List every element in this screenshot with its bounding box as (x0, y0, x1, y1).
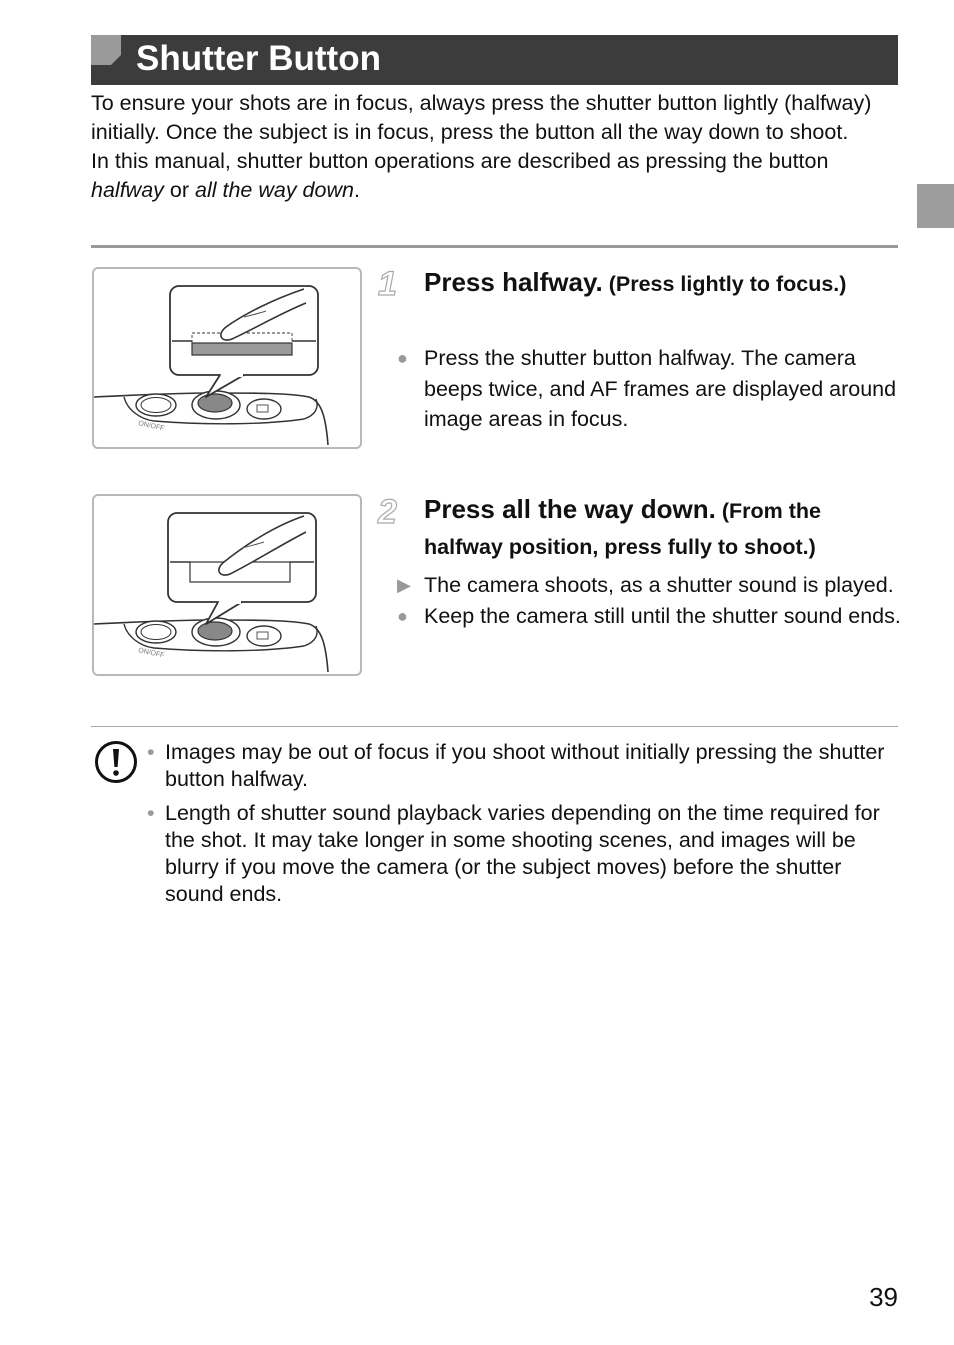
step-2-illustration (92, 494, 362, 676)
note-bullet: • (147, 740, 155, 764)
step-1-bullets (397, 343, 902, 435)
intro-emphasis-all-the-way-down: all the way down (194, 178, 354, 202)
step-2-number: 2 (378, 493, 397, 531)
page-title: Shutter Button (136, 39, 381, 78)
step-2-title: Press all the way down. (424, 494, 716, 524)
step-1-subtitle: (Press lightly to focus.) (602, 272, 847, 296)
onoff-label: ON/OFF (137, 647, 165, 660)
intro-paragraph-1: To ensure your shots are in focus, always press the shutter button lightly (halfway) initially. Once the subject is in focus, press the button all the way down to shoot. (91, 91, 872, 144)
step-1-number: 1 (378, 265, 397, 303)
step-1-title: Press halfway. (424, 267, 603, 297)
list-item (397, 570, 902, 601)
bullet-text: Press the shutter button halfway. The camera beeps twice, and AF frames are displayed around image areas in focus. (424, 346, 897, 431)
bullet-circle-icon: ● (397, 348, 408, 368)
note-text: Length of shutter sound playback varies depending on the time required for the shot. It may take longer in some shooting scenes, and images will be blurry if you move the camera (or the subject moves) before the shutter sound ends. (165, 801, 880, 906)
caution-notes (147, 739, 897, 915)
note-bullet: • (147, 801, 155, 825)
section-divider (91, 245, 898, 248)
notes-divider (91, 726, 898, 727)
step-2-heading (424, 491, 904, 565)
page-number: 39 (869, 1282, 898, 1312)
step-2-bullets (397, 570, 902, 631)
title-decor-notch (111, 55, 121, 65)
list-item (147, 800, 897, 908)
bullet-arrow-icon: ▶ (397, 575, 411, 595)
step-1-heading (424, 264, 904, 302)
list-item (397, 343, 902, 435)
intro-text (91, 89, 903, 205)
list-item (397, 601, 902, 632)
step-1-illustration (92, 267, 362, 449)
intro-text-segment: . (353, 178, 360, 202)
caution-icon (94, 740, 138, 784)
intro-emphasis-halfway: halfway (91, 178, 164, 202)
list-item (147, 739, 897, 793)
onoff-label: ON/OFF (137, 420, 165, 433)
intro-paragraph-2 (91, 147, 903, 205)
finger-pressing-shutter-icon (94, 496, 360, 674)
intro-text-segment: or (163, 178, 195, 202)
bullet-text: Keep the camera still until the shutter sound ends. (424, 603, 901, 628)
chapter-tab (917, 184, 954, 228)
note-text: Images may be out of focus if you shoot without initially pressing the shutter button halfway. (165, 740, 885, 791)
finger-pressing-shutter-icon (94, 269, 360, 447)
step-2-subtitle: (From the halfway position, press fully to shoot.) (424, 499, 821, 559)
bullet-text: The camera shoots, as a shutter sound is played. (424, 573, 894, 597)
bullet-circle-icon: ● (397, 605, 408, 626)
intro-text-segment: In this manual, shutter button operations are described as pressing the button (91, 149, 829, 173)
